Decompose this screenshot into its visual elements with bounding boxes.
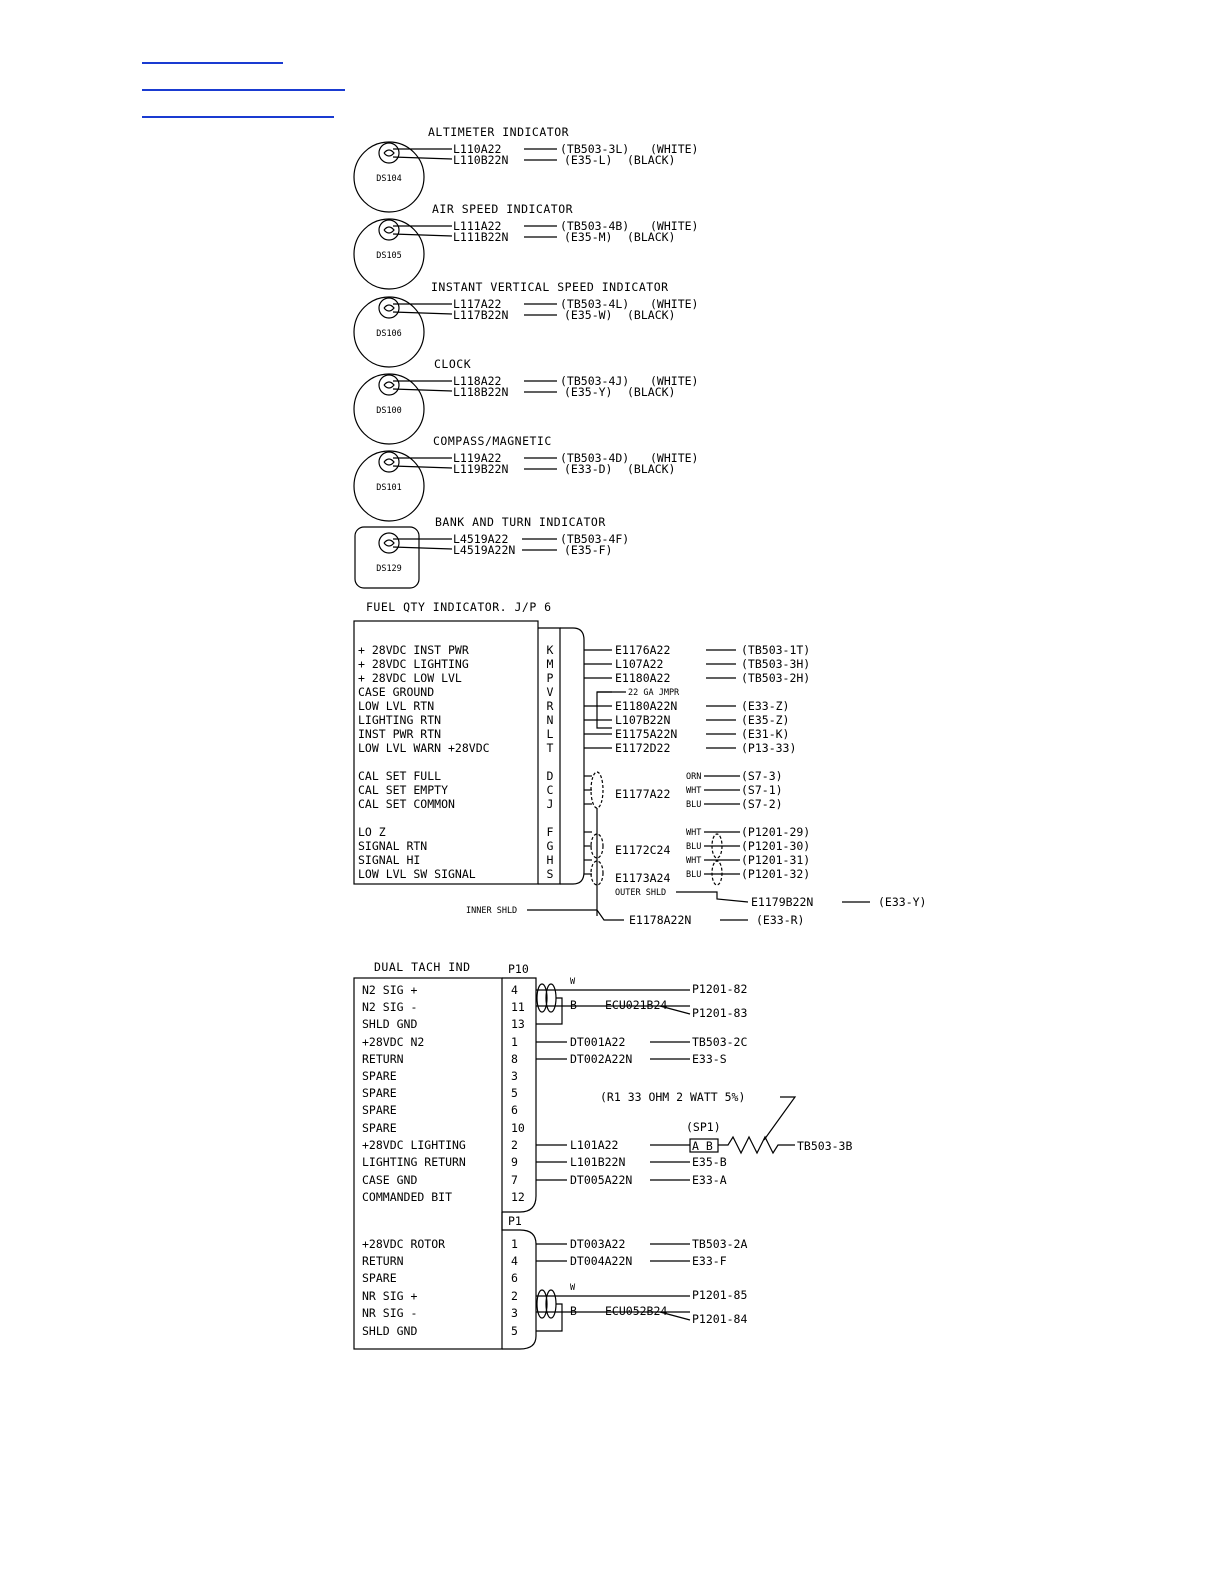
lamp-dest-1: (TB503-4F) — [560, 532, 630, 546]
fuel-shielded-wire: E1173A24 — [615, 871, 671, 885]
tach-wire-id: DT004A22N — [570, 1254, 633, 1268]
lamp-dest-1: (TB503-3L) — [560, 142, 630, 156]
jumper-bracket — [597, 692, 612, 728]
wire-w-label: W — [570, 977, 576, 987]
lamp-ref: DS129 — [376, 564, 402, 574]
p1-connector — [502, 1212, 536, 1349]
lamp-color-2: (BLACK) — [627, 153, 676, 167]
inner-shield-label: INNER SHLD — [466, 906, 518, 916]
tach-dest: TB503-3B — [797, 1139, 853, 1153]
fuel-pin-letter: J — [546, 797, 554, 811]
lamp-filament-icon — [384, 540, 394, 546]
tach-pin-label: LIGHTING RETURN — [362, 1155, 466, 1169]
tach-pin-label: RETURN — [362, 1052, 404, 1066]
lamp-title: CLOCK — [434, 357, 472, 371]
lamp-wire-2: L119B22N — [453, 462, 509, 476]
fuel-wire-id: E1176A22 — [615, 643, 671, 657]
fuel-pin-label: CAL SET EMPTY — [358, 783, 449, 797]
lamp-wire — [393, 389, 452, 391]
tach-pin-number: 3 — [511, 1306, 518, 1320]
lamp-wire-2: L118B22N — [453, 385, 509, 399]
fuel-pin-letter: C — [546, 783, 554, 797]
wire-w-label: W — [570, 1283, 576, 1293]
tach-pin-number: 8 — [511, 1052, 518, 1066]
lamp-filament-icon — [384, 150, 394, 156]
tach-pin-label: N2 SIG + — [362, 983, 418, 997]
fuel-dest: (P1201-29) — [741, 825, 811, 839]
lamp-filament-icon — [384, 227, 394, 233]
ecu-dest-1: P1201-85 — [692, 1288, 748, 1302]
lamp-color-2: (BLACK) — [627, 230, 676, 244]
tach-dest: E35-B — [692, 1155, 727, 1169]
tach-pin-label: RETURN — [362, 1254, 404, 1268]
fuel-pin-label: + 28VDC LIGHTING — [358, 657, 469, 671]
lamp-filament-icon — [384, 459, 394, 465]
tach-pin-number: 11 — [511, 1000, 525, 1014]
fuel-dest: (TB503-3H) — [741, 657, 811, 671]
lamp-title: AIR SPEED INDICATOR — [432, 202, 574, 216]
fuel-pin-letter: K — [546, 643, 554, 657]
lamp-title: INSTANT VERTICAL SPEED INDICATOR — [431, 280, 669, 294]
lamp-ref: DS100 — [376, 406, 402, 416]
tach-pin-number: 5 — [511, 1086, 518, 1100]
lamp-dest-1: (TB503-4J) — [560, 374, 630, 388]
fuel-wire-id: E1175A22N — [615, 727, 678, 741]
resistor-leader — [764, 1097, 795, 1140]
outer-shield-wire-id: E1179B22N — [751, 895, 814, 909]
shield-bundle — [712, 861, 722, 885]
lamp-ref: DS105 — [376, 251, 402, 261]
splice-label: (SP1) — [686, 1120, 721, 1134]
tach-pin-number: 4 — [511, 1254, 518, 1268]
lamp-wire-1: L110A22 — [453, 142, 502, 156]
fuel-plug — [560, 628, 584, 884]
resistor-label: (R1 33 OHM 2 WATT 5%) — [600, 1090, 746, 1104]
lamp-dest-2: (E35-F) — [564, 543, 613, 557]
inner-shield-dest: (E33-R) — [756, 913, 805, 927]
lamp-bulb-icon — [379, 533, 399, 553]
tach-pin-label: +28VDC N2 — [362, 1035, 425, 1049]
fuel-dest: (TB503-2H) — [741, 671, 811, 685]
ecu-dest-1: P1201-82 — [692, 982, 748, 996]
lamp-wire-2: L117B22N — [453, 308, 509, 322]
tach-dest: E33-A — [692, 1173, 727, 1187]
fuel-pin-letter: F — [546, 825, 554, 839]
tach-wire-id: DT001A22 — [570, 1035, 626, 1049]
fuel-pin-label: SIGNAL HI — [358, 853, 421, 867]
tach-pin-number: 12 — [511, 1190, 525, 1204]
lamp-ref: DS104 — [376, 174, 402, 184]
lamp-bulb-icon — [379, 143, 399, 163]
fuel-dest: (S7-1) — [741, 783, 783, 797]
tach-pin-label: SPARE — [362, 1271, 397, 1285]
lamp-dest-2: (E35-L) — [564, 153, 613, 167]
fuel-pin-letter: L — [546, 727, 554, 741]
lamp-color-1: (WHITE) — [650, 451, 699, 465]
lamp-color-1: (WHITE) — [650, 374, 699, 388]
lamp-color-2: (BLACK) — [627, 308, 676, 322]
tach-pin-label: +28VDC ROTOR — [362, 1237, 446, 1251]
fuel-dest: (P13-33) — [741, 741, 797, 755]
tach-pin-label: SPARE — [362, 1121, 397, 1135]
fuel-wire-id: E1172D22 — [615, 741, 671, 755]
lamp-wire-1: L117A22 — [453, 297, 502, 311]
tach-dest: E33-S — [692, 1052, 727, 1066]
tach-dest: TB503-2C — [692, 1035, 748, 1049]
wire-color: BLU — [686, 842, 702, 852]
fuel-wire-id: L107A22 — [615, 657, 664, 671]
fuel-wire-id: E1180A22 — [615, 671, 671, 685]
lamp-filament-icon — [384, 382, 394, 388]
tach-pin-number: 10 — [511, 1121, 525, 1135]
tach-pin-label: SPARE — [362, 1086, 397, 1100]
fuel-pin-label: LOW LVL RTN — [358, 699, 435, 713]
fuel-dest: (P1201-30) — [741, 839, 811, 853]
lamp-wire-1: L111A22 — [453, 219, 502, 233]
tach-pin-label: SHLD GND — [362, 1017, 418, 1031]
wire-color: WHT — [686, 828, 702, 838]
fuel-pin-label: + 28VDC LOW LVL — [358, 671, 462, 685]
tach-pin-number: 1 — [511, 1237, 518, 1251]
tach-pin-label: SPARE — [362, 1069, 397, 1083]
lamp-filament-icon — [384, 305, 394, 311]
outer-shield-run — [676, 892, 748, 902]
inner-shield-wire-id: E1178A22N — [629, 913, 692, 927]
shield-bundle — [591, 772, 603, 808]
lamp-dest-2: (E35-M) — [564, 230, 613, 244]
fuel-pin-label: CAL SET COMMON — [358, 797, 455, 811]
fuel-wire-id: E1180A22N — [615, 699, 678, 713]
tach-pin-number: 3 — [511, 1069, 518, 1083]
lamp-housing — [355, 527, 419, 588]
fuel-pin-letter: N — [546, 713, 554, 727]
lamp-color-2: (BLACK) — [627, 385, 676, 399]
tach-pin-label: COMMANDED BIT — [362, 1190, 453, 1204]
fuel-pin-letter: T — [546, 741, 554, 755]
fuel-dest: (E35-Z) — [741, 713, 790, 727]
lamp-dest-1: (TB503-4L) — [560, 297, 630, 311]
fuel-shielded-wire: E1172C24 — [615, 843, 671, 857]
lamp-wire-1: L4519A22 — [453, 532, 509, 546]
tach-title: DUAL TACH IND — [374, 960, 471, 974]
tach-wire-id: DT003A22 — [570, 1237, 626, 1251]
tach-pin-number: 1 — [511, 1035, 518, 1049]
fuel-pin-letter: P — [546, 671, 554, 685]
tach-wire-id: DT002A22N — [570, 1052, 633, 1066]
lamp-color-1: (WHITE) — [650, 297, 699, 311]
lamp-wire-1: L119A22 — [453, 451, 502, 465]
tach-pin-number: 9 — [511, 1155, 518, 1169]
tach-pin-number: 2 — [511, 1289, 518, 1303]
fuel-pin-letter: V — [546, 685, 554, 699]
fuel-pin-label: CASE GROUND — [358, 685, 435, 699]
fuel-shielded-wire: E1177A22 — [615, 787, 671, 801]
lamp-title: ALTIMETER INDICATOR — [428, 125, 570, 139]
lamp-wire — [393, 547, 452, 549]
wire-color: BLU — [686, 870, 702, 880]
fuel-pin-letter: D — [546, 769, 554, 783]
tach-pin-label: SPARE — [362, 1103, 397, 1117]
wire-color: WHT — [686, 856, 702, 866]
fuel-pin-letter: R — [546, 699, 554, 713]
fuel-dest: (E31-K) — [741, 727, 790, 741]
tach-pin-label: SHLD GND — [362, 1324, 418, 1338]
tach-wire-id: L101A22 — [570, 1138, 619, 1152]
lamp-color-2: (BLACK) — [627, 462, 676, 476]
ecu-dest-2: P1201-83 — [692, 1006, 748, 1020]
lamp-dest-1: (TB503-4D) — [560, 451, 630, 465]
tach-pin-number: 5 — [511, 1324, 518, 1338]
fuel-pin-letter: M — [546, 657, 554, 671]
wire-b-label: B — [570, 998, 577, 1012]
tach-pin-label: NR SIG - — [362, 1306, 418, 1320]
resistor-icon — [718, 1137, 795, 1153]
fuel-dest: (P1201-32) — [741, 867, 811, 881]
fuel-pin-letter: G — [546, 839, 554, 853]
tach-pin-number: 6 — [511, 1103, 518, 1117]
wire-b-label: B — [570, 1304, 577, 1318]
fuel-pin-label: LOW LVL WARN +28VDC — [358, 741, 490, 755]
fuel-pin-label: LIGHTING RTN — [358, 713, 442, 727]
lamp-wire-2: L4519A22N — [453, 543, 516, 557]
tach-pin-label: N2 SIG - — [362, 1000, 418, 1014]
fuel-dest: (S7-2) — [741, 797, 783, 811]
lamp-ref: DS106 — [376, 329, 402, 339]
inner-shield-run — [597, 910, 624, 920]
wire-color: BLU — [686, 800, 702, 810]
ecu-wire-id: ECU021B24 — [605, 998, 668, 1012]
splice-ab: A B — [692, 1139, 713, 1153]
tach-pin-number: 7 — [511, 1173, 518, 1187]
fuel-dest: (E33-Z) — [741, 699, 790, 713]
tach-pin-number: 4 — [511, 983, 518, 997]
fuel-pin-label: SIGNAL RTN — [358, 839, 428, 853]
tach-pin-number: 6 — [511, 1271, 518, 1285]
fuel-pin-letter: S — [546, 867, 554, 881]
fuel-pin-label: LOW LVL SW SIGNAL — [358, 867, 476, 881]
tach-dest: E33-F — [692, 1254, 727, 1268]
fuel-pin-label: INST PWR RTN — [358, 727, 442, 741]
lamp-dest-2: (E35-Y) — [564, 385, 613, 399]
lamp-bulb-icon — [379, 298, 399, 318]
lamp-wire — [393, 466, 452, 468]
fuel-title: FUEL QTY INDICATOR. J/P 6 — [366, 600, 552, 614]
lamp-wire-2: L110B22N — [453, 153, 509, 167]
lamp-wire — [393, 312, 452, 314]
fuel-dest: (S7-3) — [741, 769, 783, 783]
ecu-wire-id: ECU052B24 — [605, 1304, 668, 1318]
fuel-pin-label: CAL SET FULL — [358, 769, 442, 783]
fuel-dest: (TB503-1T) — [741, 643, 811, 657]
wire-color: WHT — [686, 786, 702, 796]
lamp-title: COMPASS/MAGNETIC — [433, 434, 552, 448]
jumper-label: 22 GA JMPR — [628, 688, 680, 698]
lamp-wire — [393, 234, 452, 236]
fuel-dest: (P1201-31) — [741, 853, 811, 867]
lamp-color-1: (WHITE) — [650, 219, 699, 233]
lamp-dest-2: (E35-W) — [564, 308, 613, 322]
tach-pin-number: 2 — [511, 1138, 518, 1152]
tach-wire-id: DT005A22N — [570, 1173, 633, 1187]
p1-label: P1 — [508, 1214, 522, 1228]
lamp-wire-2: L111B22N — [453, 230, 509, 244]
lamp-bulb-icon — [379, 220, 399, 240]
fuel-wire-id: L107B22N — [615, 713, 671, 727]
fuel-pin-label: + 28VDC INST PWR — [358, 643, 469, 657]
lamp-color-1: (WHITE) — [650, 142, 699, 156]
lamp-ref: DS101 — [376, 483, 402, 493]
fuel-pin-letter: H — [546, 853, 554, 867]
lamp-title: BANK AND TURN INDICATOR — [435, 515, 606, 529]
tach-pin-label: +28VDC LIGHTING — [362, 1138, 466, 1152]
lamp-dest-2: (E33-D) — [564, 462, 613, 476]
tach-pin-label: CASE GND — [362, 1173, 418, 1187]
lamp-wire-1: L118A22 — [453, 374, 502, 388]
p10-label: P10 — [508, 962, 529, 976]
outer-shield-label: OUTER SHLD — [615, 888, 667, 898]
tach-pin-label: NR SIG + — [362, 1289, 418, 1303]
tach-wire-id: L101B22N — [570, 1155, 626, 1169]
lamp-bulb-icon — [379, 452, 399, 472]
tach-dest: TB503-2A — [692, 1237, 748, 1251]
lamp-dest-1: (TB503-4B) — [560, 219, 630, 233]
ecu-dest-2: P1201-84 — [692, 1312, 748, 1326]
outer-shield-dest: (E33-Y) — [878, 895, 927, 909]
lamp-wire — [393, 157, 452, 159]
tach-pin-number: 13 — [511, 1017, 525, 1031]
wire-color: ORN — [686, 772, 702, 782]
fuel-pin-label: LO Z — [358, 825, 386, 839]
lamp-bulb-icon — [379, 375, 399, 395]
